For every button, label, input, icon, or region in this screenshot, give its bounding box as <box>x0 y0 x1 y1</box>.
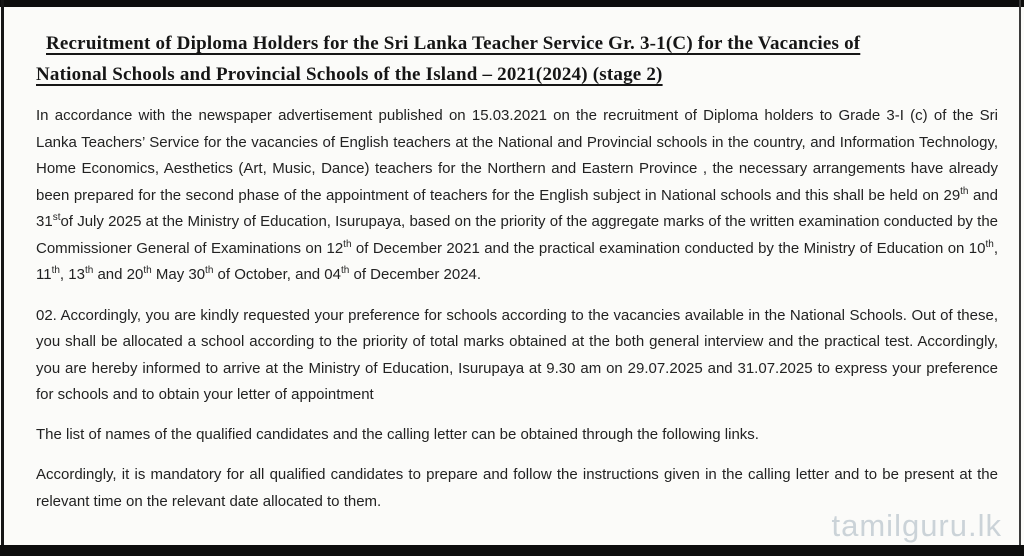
scan-border-bottom <box>0 545 1024 556</box>
paragraph-instructions-note: Accordingly, it is mandatory for all qualified candidates to prepare and follow the instructions given in the calling letter and to be present at the relevant time on the relevant date allocated to them. <box>36 466 998 510</box>
scan-border-right <box>1019 0 1021 556</box>
notice-title <box>36 28 998 90</box>
paragraph-links-note: The list of names of the qualified candidates and the calling letter can be obtained through the following links. <box>36 425 759 443</box>
notice-content <box>36 28 998 515</box>
watermark-tamilguru: tamilguru.lk <box>831 508 1002 543</box>
paragraph-recruitment-details: In accordance with the newspaper advertisement published on 15.03.2021 on the recruitment of Diploma holders to Grade 3-I (c) of the Sri Lanka Teachers’ Service for the vacancies of English teachers at the National and Provincial schools in the country, and Information Technology, Home Economics, Aesthetics (Art, Music, Dance) teachers for the Northern and Eastern Province , the necessary arrangements have already been prepared for the second phase of the appointment of teachers for the English subject in National schools and this shall be held on 29th and 31stof July 2025 at the Ministry of Education, Isurupaya, based on the priority of the aggregate marks of the written examination conducted by the Commissioner General of Examinations on 12th of December 2021 and the practical examination conducted by the Ministry of Education on 10th, 11th, 13th and 20th May 30th of October, and 04th of December 2024. <box>36 107 998 283</box>
scan-border-left <box>1 0 4 556</box>
notice-title-line-1: Recruitment of Diploma Holders for the Sri Lanka Teacher Service Gr. 3-1(C) for the Vacancies of <box>46 33 861 54</box>
paragraph-school-preference: 02. Accordingly, you are kindly requested your preference for schools according to the vacancies available in the National Schools. Out of these, you shall be allocated a school according to the priority of total marks obtained at the both general interview and the practical test. Accordingly, you are hereby informed to arrive at the Ministry of Education, Isurupaya at 9.30 am on 29.07.2025 and 31.07.2025 to express your preference for schools and to obtain your letter of appointment <box>36 306 998 403</box>
notice-title-line-2: National Schools and Provincial Schools of the Island – 2021(2024) (stage 2) <box>36 64 663 85</box>
scan-border-top <box>0 0 1024 7</box>
